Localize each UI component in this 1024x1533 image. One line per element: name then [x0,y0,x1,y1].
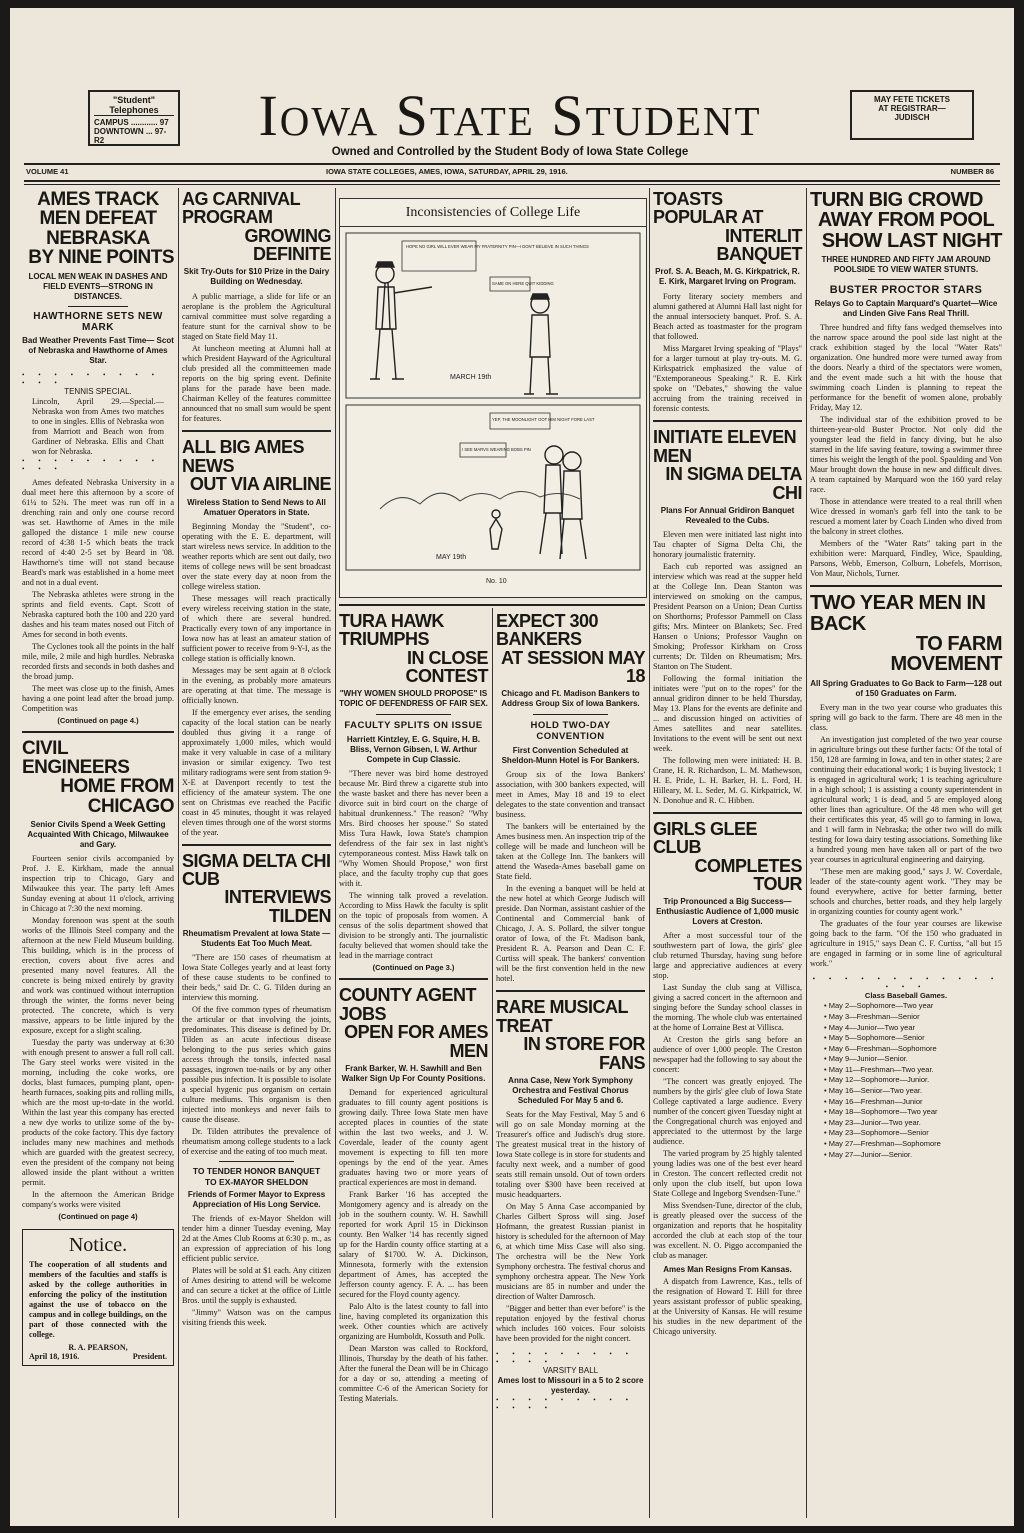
headline: AG CARNIVAL PROGRAM [182,189,300,228]
headline: IN CLOSE CONTEST [405,647,488,687]
deck: Harriett Kintzley, E. G. Squire, H. B. Bliss, Vernon Gibsen, I. W. Arthur Compete in Cup Classic. [346,735,481,765]
headline: COMPLETES TOUR [694,855,802,894]
schedule-item: • May 23—Junior—Two year. [824,1117,921,1127]
speech-bubble: I SEE MARVS WEARING BOBS PIN [462,447,531,452]
article-body: A dispatch from Lawrence, Kas., tells of the resignation of Howard T. Hill for three years assistant professor of public speaking, at the University of Kansas. He will resume his studies in the new department of the Chicago university. [653,1277,802,1337]
article-body: Fourteen senior civils accompanied by Prof. J. E. Kirkham, made the annual inspection trip to Chicago, Gary and Milwaukee this year. The party left Ames Sunday evening at about 11 o'clock, arriving in Chicago at 7:30 the next morning. Monday forenoon was spent at the south works of the Illinois Steel company and the afternoon at the new Field Museum building. This building, which is in the process of erection, covers about five acres and presented many novel features. All the concrete is being mixed entirely by gravity and work was continued without interruption through the winter, the forms never being protected. The concrete, which is very massive, appears to be little injured by the exposure, except for a slight scaling. Tuesday the party was underway at 6:30 with enough present to answer a full roll call. The Gary steel works were visited in the morning, including the coke works, ore docks, blast furnaces, pumping plant, open-hearth furnaces, soaking pits and rolling mills, which are the most up-to-date in the world. Within the last year this company has erected a new dye works to utilize some of the by-products of the coke factory. This dye factory includes many new machines and methods which are guarded with the greatest secrecy, even the president of the company not being allowed inside the plant without a written permit. In the afternoon the American Bridge company's works were visited [22,854,174,1209]
schedule-list [810,1001,1002,1160]
headline: OUT VIA AIRLINE [189,474,331,495]
headline: TOASTS POPULAR AT [653,189,763,228]
column-2 [182,190,331,1330]
deck: Frank Barker, W. H. Sawhill and Ben Walker Sign Up For County Positions. [341,1063,486,1083]
headline: AT SESSION MAY 18 [500,647,645,687]
schedule-item: • May 3—Freshman—Senior [824,1011,920,1021]
article-body: "There are 150 cases of rheumatism at Iowa State Colleges yearly and at least forty of these cause students to be confined to their beds," said Dr. C. G. Tilden during an interview this morning. Of the five common types of rheumatism the articular or that involving the joints, predominates. This disease is defined by Dr. Tilden as an acute infectious disease belonging to the pus series which gains access through the tonsils, infected nasal passages, ingrown toe-nails or by any other possible pus infection. It is possible to isolate a special hygenic pus organism on certain culture mediums. This organism is then injected into monkeys and never fails to cause the disease. Dr. Tilden attributes the prevalence of rheumatism among college students to a lack of exercise and the eating of too much meat. [182,952,331,1156]
headline: ALL BIG AMES NEWS [182,437,305,476]
headline: TURN BIG CROWD [810,189,983,211]
telephone-ear [88,90,180,146]
continued-note: (Continued on page 4) [58,1212,138,1221]
deck: LOCAL MEN WEAK IN DASHES AND FIELD EVENTS—STRONG IN DISTANCES. [28,271,168,301]
deck: Senior Civils Spend a Week Getting Acquainted With Chicago, Milwaukee and Gary. [27,820,169,849]
deck: Chicago and Ft. Madison Bankers to Address Group Six of Iowa Bankers. [501,689,640,709]
headline: AWAY FROM POOL [817,209,995,232]
headline: TWO YEAR MEN IN BACK [810,592,986,635]
headline: INTERLIT BANQUET [716,225,802,265]
subhead: HOLD TWO-DAY CONVENTION [530,720,611,743]
ear-line: AT REGISTRAR— [878,104,946,113]
column-6 [810,190,1002,1160]
headline: OPEN FOR AMES MEN [344,1022,488,1061]
schedule-item: • May 27—Freshman—Sophomore [824,1139,941,1149]
headline: TURA HAWK TRIUMPHS [339,611,444,650]
ear-line: JUDISCH [894,113,930,122]
masthead-title: Iowa State Student [258,83,762,148]
article-body: Every man in the two year course who graduates this spring will go back to the farm. There are 48 men in the class. An investigation just completed of the two year course in agriculture brings out these further facts: Of the total of 150, 128 are farming in Iowa, and ten in other states; 2 are continuing their educational work; 1 is buying livestock; 1 is engaged in agricultural work; 1 is teaching agriculture in a high school; 1 is assisting a county superintendent in agricultural work; 1 is dead, and 5 are employed along other lines than agriculture. Of the 48 men who will get their certificates this year, 45 will go to farming in Iowa, and 1 will farm in Nebraska; the other two will do milk testing for Iowa dairy testing associations. Something like a hundred young men have taken all or part of the two year courses in agricultural engineering and dairying. "These men are making good," says J. W. Coverdale, leader of the state-county agent work. "They may be found everywhere, active for better farming, better schools and churches, better roads, and they help largely in organizing counties for county agent work." The graduates of the four year courses are likewise going back to the farm. "Of the 150 who graduated in agriculture in 1915," says Dean C. F. Curtiss, "all but 15 are engaged in farming or in some line of agricultural work." [810,702,1002,968]
subhead: TO TENDER HONOR BANQUET [192,1165,321,1176]
couple-figures [490,446,586,559]
headline: INITIATE ELEVEN MEN [653,427,797,466]
notice-text: The cooperation of all students and members of the faculties and staffs is asked by the college authorities in enforcing the policy of the institution against the use of tobacco on the campus and in college buildings, on the part of those connected with the college. [29,1260,167,1339]
cartoon-date: MAY 19th [436,554,467,561]
cartoon-number: No. 10 [486,578,507,585]
deck: Anna Case, New York Symphony Orchestra and Festival Chorus Scheduled For May 5 and 6. [508,1075,633,1105]
notice-role: President. [132,1352,167,1361]
headline: IN SIGMA DELTA CHI [665,464,802,503]
article-body: Seats for the May Festival, May 5 and 6 will go on sale Monday morning at the Treasurer's office and Judisch's drug store. The greatest musical treat in the history of Iowa State college is in store for students and faculty next week, and a number of good seats still remain unsold. Out of town orders totaling over $300 have been received at music headquarters. On May 5 Anna Case accompanied by Charles Gilbert Spross will sing. Josef Hofmann, the greatest Russian pianist in history is scheduled for the afternoon of May 6, at which time Miss Case will also sing. The orchestra will be the New York Symphony orchestra. The festival chorus and symphony orchestra appear. The New York musicians are 85 in number and under the direction of Walter Damrosch. "Bigger and better than ever before" is the reputation enjoyed by the festival chorus which includes 160 voices. Four soloists have been provided for the night concert. [496,1109,645,1343]
volume-label: VOLUME 41 [26,167,69,176]
cartoon-illustration [340,229,646,589]
schedule-item: • May 16—Senior—Two year. [824,1086,923,1096]
deck: All Spring Graduates to Go Back to Farm—128 out of 150 Graduates on Farm. [810,678,1002,698]
schedule-item: • May 11—Freshman—Two year. [824,1064,934,1074]
tennis-special-box: • • • • • • • • • • • • TENNIS SPECIAL. Lincoln, April 29.—Special.— Nebraska won from Ames two matches to one in singles. Ellis of Nebraska won from Marriott and Beach won from Gardiner of Nebraska. Ellis and Chatt won for Nebraska. • • • • • • • • • • • • [22,371,174,473]
notice-signature: R. A. PEARSON, [68,1343,128,1352]
ear-title: "Student" Telephones [94,95,174,116]
special-text: Lincoln, April 29.—Special.— Nebraska won from Ames two matches to one in singles. Ellis of Nebraska won from Marriott and Beach won from Gardiner of Nebraska. Ellis and Chatt won for Nebraska. [32,396,164,456]
schedule-item: • May 23—Sophomore—Senior [824,1128,929,1138]
deck: Wireless Station to Send News to All Amatuer Operators in State. [187,497,326,517]
box-text: Ames lost to Missouri in a 5 to 2 score yesterday. [497,1375,644,1395]
issue-date: IOWA STATE COLLEGES, AMES, IOWA, SATURDAY, APRIL 29, 1916. [326,167,568,176]
issue-number: NUMBER 86 [950,167,994,176]
headline: CIVIL ENGINEERS [22,737,130,778]
ear-line: MAY FETE TICKETS [873,95,950,104]
headline: GROWING DEFINITE [244,225,331,265]
headline: AMES TRACK MEN DEFEAT NEBRASKA [37,189,159,249]
schedule-item: • May 18—Sophomore—Two year [824,1107,938,1117]
headline: EXPECT 300 BANKERS [496,611,599,650]
schedule-title: Class Baseball Games. [864,990,948,1000]
continued-note: (Continued on page 4.) [57,715,139,725]
schedule-item: • May 6—Freshman—Sophomore [824,1043,937,1053]
deck: Plans For Annual Gridiron Banquet Revealed to the Cubs. [660,505,795,525]
schedule-item: • May 4—Junior—Two year [824,1022,915,1032]
cartoon-date: MARCH 19th [450,374,492,381]
article-body: Beginning Monday the "Student", co-operating with the E. E. department, will start wireless news service. In addition to the weather reports which are sent out daily, two items of college news will be sent broadcast over the state every day at noon from the college wireless station. These messages will reach practically every wireless receiving station in the state, of which there are several hundred. Practically every town of any importance in Iowa now has at least an amateur station of sufficient power to receive from 9-Y-I, as the college station is officially known. Messages may be sent again at 8 o'clock in the evening, as probably more amateurs are operating at that time. The message is officially known. If the emergency ever arises, the sending capacity of the local station can be nearly doubled thus giving it a range of approximately 1,000 miles, which would make it very valuable in case of a military invasion or similar exigency. Two test military radiograms were sent from station 9-X-E at Davenport recently to test the efficiency of the amateur system. The one sent on Christmas eve reached the Pacific coast in 45 minutes, thought it was relayed eleven times through one of the worst storms of the year. [182,521,331,837]
masthead-subtitle: Owned and Controlled by the Student Body of Iowa State College [331,146,689,158]
column-5 [653,190,802,1339]
schedule-item: • May 2—Sophomore—Two year [824,1001,934,1011]
headline: HOME FROM CHICAGO [60,776,174,817]
student-figure [370,262,432,379]
baseball-schedule: • • • • • • • • • • • • • • • Class Baseball Games. • May 2—Sophomore—Two year • May 3—Freshman—Senior • May 4—Junior—Two year • May 5—Sophomore—Senior • May 6—Freshman—Sophomore • May 9—Junior—Senior. • May 11—Freshman—Two year. • May 12—Sophomore—Junior. • May 16—Senior—Two year. • May 16—Freshman—Junior • May 18—Sophomore—Two year • May 23—Junior—Two year. • May 23—Sophomore—Senior • May 27—Freshman—Sophomore • May 27—Junior—Senior. [810,975,1002,1161]
deck: Skit Try-Outs for $10 Prize in the Dairy Building on Wednesday. [183,267,330,287]
article-body: After a most successful tour of the southwestern part of Iowa, the girls' glee club returned Thursday, having sung before large and appreciative audiences at every stop. Last Sunday the club sang at Villisca, giving a sacred concert in the afternoon and singing before the Sunday school classes in the morning. The whole club was entertained at the home of Lorraine Best at Villisca. At Creston the girls sang before an audience of over 1,000 people. The Creston newspaper had the following to say about the concert: "The concert was greatly enjoyed. The numbers by the girls' glee club of Iowa State College captivated a large audience. Every number of the concert given Tuesday night at the Congregational church was enjoyed and appreciated to the uttermost by the large audience. The varied program by 25 highly talented young ladies was one of the best ever heard in Creston. The concert reflected credit not only upon the club itself, but upon Iowa State College and Ingeborg Svendsen-Tune." Miss Svendsen-Tune, director of the club, is greatly pleased over the success of the organization and reports that he hospitality accorded the club at each stop of the tour was excellent. N. O. Piggo accompanied the club as manager. [653,931,802,1261]
schedule-item: • May 12—Sophomore—Junior. [824,1075,930,1085]
headline: GIRLS GLEE CLUB [653,818,758,858]
deck: Prof. S. A. Beach, M. G. Kirkpatrick, R. E. Kirk, Margaret Irving on Program. [655,267,800,287]
deck: Bad Weather Prevents Fast Time— Scot of Nebraska and Hawthorne of Ames Star. [22,335,174,365]
notice-date: April 18, 1916. [29,1352,80,1361]
deck: Rheumatism Prevalent at Iowa State —Students Eat Too Much Meat. [182,928,331,948]
schedule-item: • May 9—Junior—Senior. [824,1054,908,1064]
subhead: TO EX-MAYOR SHELDON [205,1176,308,1187]
ear-line: DOWNTOWN ... 97-R2 [94,127,167,145]
article-body: Eleven men were initiated last night into Tau chapter of Sigma Delta Chi, the honorary journalistic fraternity. Each cub reported was assigned an interview which was read at the supper held at the College Inn. Dean Stanton was interviewed on smoking on the campus, President Pearson on a Union; Dean Curtiss on Shorthorns; Professor Pammell on Class gifts; Mrs. Minteer on Blankets; Sec. Fred Hansen o Unions; Professor Vaughn on Smoking; Professor Kirkham on Cross currents; Dr. Tilden on Rheumatism; Mrs. Stanton on The Student. Following the formal initiation the initiates were "put on to the ropes" for the annual gridiron dinner to be held Thursday, May 13. Plans for the events are definite and ... and discussion hinged on activities of Ames satellites and near satellites. Invitations to the event will be sent out next week. The following men were initiated: H. B. Crane, H. R. Richardson, L. M. Mathewson, H. E. Pride, L. H. Barker, H. L. Ford, H. Hilleary, M. L. Seder, M. G. Kirkpatrick, W. N. Donohue and R. C. Hibben. [653,529,802,805]
speech-bubble: HOPE NO GIRL WILL EVER WEAR MY FRATERNITY PIN—I DON'T BELIEVE IN SUCH THINGS [406,244,589,249]
deck: THREE HUNDRED AND FIFTY JAM AROUND POOLSIDE TO VIEW WATER STUNTS. [821,255,991,275]
headline: SIGMA DELTA CHI CUB [182,850,331,889]
deck: Relays Go to Captain Marquard's Quartet—Wice and Linden Give Fans Real Thrill. [814,299,998,319]
article-body: A public marriage, a slide for life or an aeroplane is the problem the Agricultural carnival committee must solve regarding a feature stunt for the carnival show to be staged on State field May 11. At luncheon meeting at Alumni hall at which President Hayward of the Agricultural club presided all the committeemen made reports on the big spring event. Definite plans for the parade have been made. Chairman Kelley of the features committee announced that no small sum would be spent for features. [182,292,331,424]
dateline [26,167,998,179]
headline: TO FARM MOVEMENT [890,632,1002,676]
schedule-item: • May 5—Sophomore—Senior [824,1033,925,1043]
headline: RARE MUSICAL TREAT [496,997,628,1036]
schedule-item: • May 16—Freshman—Junior [824,1096,923,1106]
headline: IN STORE FOR FANS [523,1034,645,1073]
article-body: Group six of the Iowa Bankers' association, with 300 bankers expected, will meet in Ames, May 18 and 19 to elect delegates to the state convention and transact business. The bankers will be entertained by the Ames business men. An inspection trip of the college will be made and luncheon will be taken at the College Inn. The bankers will attend the Waseda-Ames baseball game on State field. In the evening a banquet will be held at the new hotel at which George Judisch will preside. Dan Norman, assistant cashier of the Continental and Commercial bank of Chicago, J. A. S. Pollard, the silver tongue orator of Iowa, of the Ft. Madison bank, President R. A. Pearson and Dean C. F. Curtiss will speak. The bankers' convention will be the first convention held in the new hotel. [496,770,645,984]
subhead: FACULTY SPLITS ON ISSUE [344,720,483,732]
column-3 [339,612,488,1406]
student-figure [524,294,558,394]
article-body: The friends of ex-Mayor Sheldon will tender him a dinner Tuesday evening, May 2d at the Ames Club Rooms at 6:30 p. m., as an expression of appreciation of his long efficient public service. Plates will be sold at $1 each. Any citizen of Ames desiring to attend will be welcome and can secure a ticket at the office of Little Bros. until the supply is exhausted. "Jimmy" Watson was on the campus visiting friends this week. [182,1214,331,1328]
subhead: HAWTHORNE SETS NEW MARK [33,310,163,333]
article-body: Three hundred and fifty fans wedged themselves into the narrow space around the pool side last night at the crack exhibition staged by the local "Water Rats" organization. One hundred more were turned away from the doors. Nearly a third of the spectators were women, and the event made such a hit with the house that swimming coach Linden is planning to repeat the performance for the benefit of women alone, probably Friday, May 12. The individual star of the exhibition proved to be thirteen-year-old Buster Proctor. Not only did the youngster lead the field in fancy diving, but he also starred in the life saving feature, towing a swimmer three times his weight the length of the pool. Spaulding and Von Maur brought down the house in new and difficult dives. A team captained by Marquard won the 160 yard relay race. Those in attendance were treated to a real thrill when Wice dressed in woman's garb fell into the tank to be rescued a moment later by Coach Linden who dived from the balcony in street clothes. Members of the "Water Rats" taking part in the exhibition were: Marquard, Findley, Wice, Spaulding, Parsons, Webb, Emerson, Colburn, Lobefels, Morrison, Von Maur, Nichols, Turner. [810,323,1002,579]
subhead: BUSTER PROCTOR STARS [829,284,983,297]
headline: COUNTY AGENT JOBS [339,985,477,1024]
headline: BY NINE POINTS [28,247,174,269]
special-title: TENNIS SPECIAL. [64,386,132,396]
speech-bubble: YEP, THE MOONLIGHT GOT HIM NIGHT FORE LAST [492,417,595,422]
subhead: Ames Man Resigns From Kansas. [663,1265,792,1275]
cartoon-panel [339,198,647,598]
newspaper-page [10,8,1014,1526]
notice-title: Notice. [68,1234,128,1256]
article-body: Demand for experienced agricultural graduates to fill county agent positions is growing daily. Three Iowa State men have accepted places in counties of the state within the last two weeks, and J. W. Coverdale, leader of the county agent movement is expecting to fill ten more openings by the end of the year. Ames graduates having two or more years of practical experiences are most in demand. Frank Barker '16 has accepted the Montgomery agency and is already on the job in the southern county. W. H. Sawhill reported for work April 15 in Dickinson county. Ben Walker '14 has recently signed up for the Hardin county office starting at a salary of $1700. W. A. Dickinson, Minnesota, formerly with the extension department of Ames, has accepted the Jefferson county agency. F. A. ... has been secured for the Floyd county agency. Palo Alto is the latest county to fall into line, having completed its organization this week. Other counties which are actively organizing are Humboldt, Kossuth and Polk. Dean Marston was called to Rockford, Illinois, Thursday by the death of his father. After the funeral the Dean will be in Chicago for a day or so, attending a meeting of committee C-6 of the American Society for Testing Materials. [339,1087,488,1403]
column-1 [22,190,174,1366]
column-4 [496,612,645,1412]
deck: Trip Pronounced a Big Success—Enthusiastic Audience of 1,000 music Lovers at Creston. [656,897,799,927]
tickets-ear [850,90,974,140]
article-body: "There never was bird home destroyed because Mr. Bird threw a cigarette stub into the waste basket and there has never been a divorce suit in bird court on the charge of habitual drunkenness." The reason? "Why Mrs. Bird chooses her spouse." So stated Miss Tura Hawk, Iowa State's champion defendress of the fair sex in last night's cytemporaneous contest. Miss Hawk talk on "Why Women Should Propose," won first place, and the faculty trophy cup that goes with it. The winning talk proved a revelation. According to Miss Hawk the faculty is split on the topic of proposals from women. A census of the solis department showed that division to be strongly anti. The journalistic faculty believed that women should take the lead in the marriage contract [339,769,488,961]
headline: INTERVIEWS TILDEN [224,887,331,926]
article-body: Forty literary society members and alumni gathered at Alumni Hall last night for the annual intersociety banquet. Prof. S. A. Beach acted as toastmaster for the program that followed. Miss Margaret Irving speaking of "Plays" for a larger turnout at play try-outs. M. G. Kirkspatrick emphasized the value of "Extemporaneous Speaking." R. E. Kirk spoke on "Debates," showing the value accruing from the training received in forensic contests. [653,292,802,414]
schedule-item: • May 27—Junior—Senior. [824,1149,913,1159]
deck: Friends of Former Mayor to Express Appreciation of His Long Service. [187,1190,326,1210]
deck: First Convention Scheduled at Sheldon-Munn Hotel is For Bankers. [501,746,640,766]
cartoon-title: Inconsistencies of College Life [340,199,646,227]
continued-note: (Continued on Page 3.) [372,963,455,973]
deck: "WHY WOMEN SHOULD PROPOSE" IS TOPIC OF DEFENDRESS OF FAIR SEX. [339,689,488,709]
article-body: Ames defeated Nebraska University in a dual meet here this afternoon by a score of 61¼ to 52¾. The meet was run off in a drenching rain and only one course record was set. Hawthorne of Ames in the mile galloped the distance 1 mile new course record of 4:38 1-5 which beats the track record of 4:40 2-5 set by Beard in '08. Hawthorne's time will not stand because Beard's mark was established in a home meet and not in a dual event. The Nebraska athletes were strong in the sprints and field events. Capt. Scott of Nebraska captured both the 100 and 220 yard dashes and his team mates nosed out Fitch of Ames for second in both events. The Cyclones took all the points in the half mile, mile, 2 mile and high hurdles. Nebraska recorded firsts and seconds in both dashes and the broad jump. The meet was close up to the finish, Ames having a one point lead after the broad jump. Competition was [22,477,174,713]
speech-bubble: SAME ON HERE QUIT KIDDING [492,281,554,286]
varsity-ball-box: • • • • • • • • • • • • • VARSITY BALL Ames lost to Missouri in a 5 to 2 score yesterday. • • • • • • • • • • • • • [496,1349,644,1412]
headline: SHOW LAST NIGHT [821,229,1002,252]
notice-box [22,1229,174,1366]
ear-line: CAMPUS ............ 97 [94,118,169,127]
box-title: VARSITY BALL [542,1365,599,1375]
